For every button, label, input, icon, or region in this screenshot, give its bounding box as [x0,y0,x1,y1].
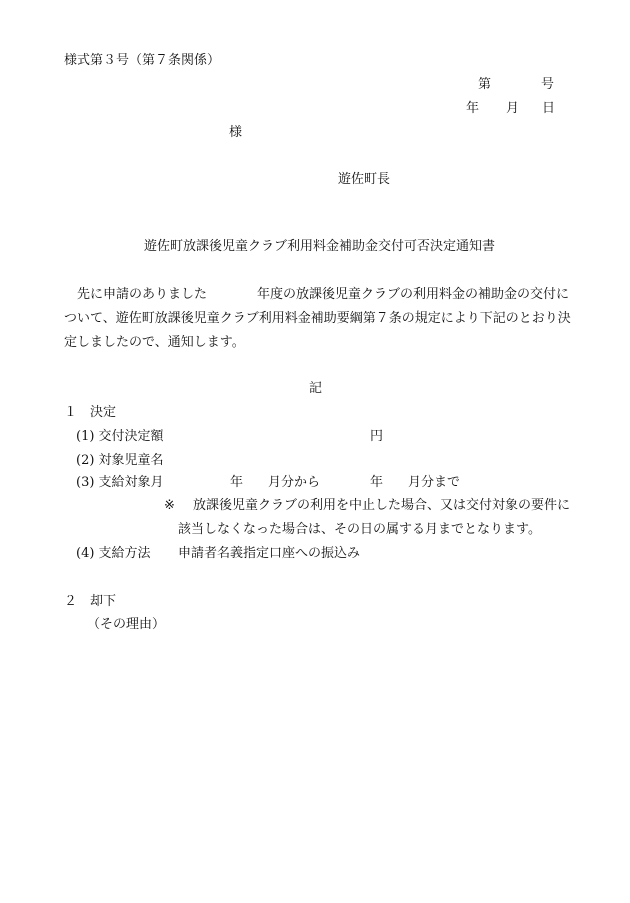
issuer-name: 遊佐町長 [338,172,391,187]
item-4-label: (4) 支給方法 [76,546,151,561]
ki-heading: 記 [309,381,323,396]
item-4-value: 申請者名義指定口座への振込み [178,546,361,561]
item-3-year-to: 年 [370,475,384,490]
item-3-label: (3) 支給対象月 [76,475,164,490]
section-2-heading: ２ 却下 [64,594,117,609]
document-title: 遊佐町放課後児童クラブ利用料金補助金交付可否決定通知書 [144,239,496,254]
body-line-2: ついて、遊佐町放課後児童クラブ利用料金補助要綱第７条の規定により下記のとおり決 [64,311,571,326]
reason-label: （その理由） [87,617,166,632]
body-line-1a: 先に申請のありました [77,287,208,302]
section-1-heading: １ 決定 [64,405,117,420]
body-line-1b: 年度の放課後児童クラブの利用料金の補助金の交付に [257,287,570,302]
document-number-prefix: 第 [478,77,492,92]
note-mark: ※ [164,498,175,513]
date-year-label: 年 [466,101,480,116]
item-3-year-from: 年 [230,475,244,490]
addressee-suffix: 様 [229,125,243,140]
note-line-2: 該当しなくなった場合は、その日の属する月までとなります。 [178,522,541,537]
date-day-label: 日 [542,101,556,116]
date-month-label: 月 [506,101,520,116]
item-3-month-to: 月分まで [408,475,461,490]
item-1-unit: 円 [370,429,384,444]
note-line-1: 放課後児童クラブの利用を中止した場合、又は交付対象の要件に [193,498,571,513]
document-number-suffix: 号 [541,77,555,92]
form-number: 様式第３号（第７条関係） [64,53,221,68]
item-2-label: (2) 対象児童名 [76,453,164,468]
item-3-month-from: 月分から [268,475,321,490]
body-line-3: 定しましたので、通知します。 [64,335,245,350]
item-1-label: (1) 交付決定額 [76,429,164,444]
